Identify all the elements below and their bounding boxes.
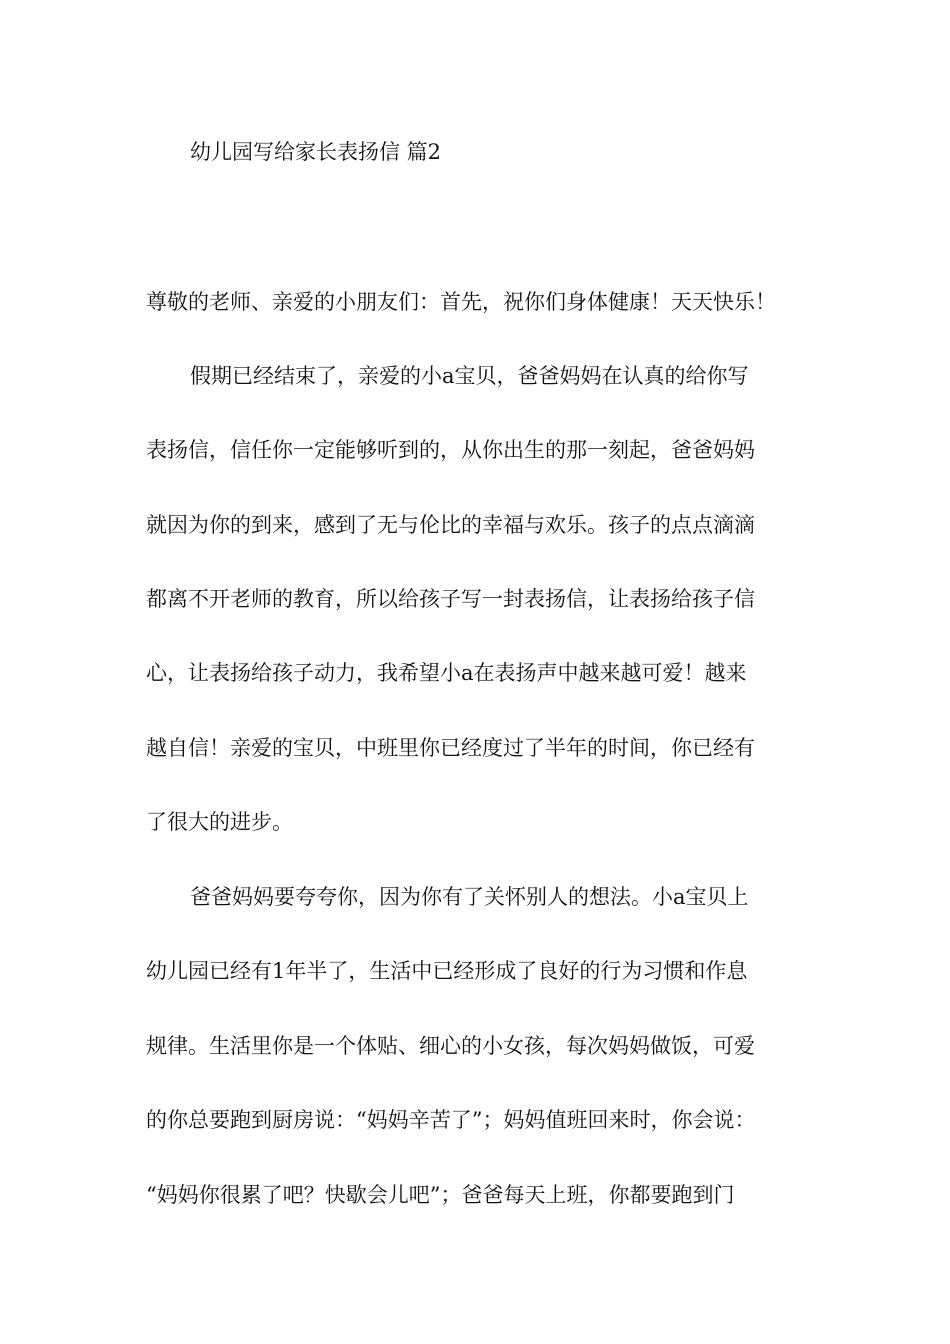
text-line: 心，让表扬给孩子动力，我希望小a在表扬声中越来越可爱！越来	[146, 661, 747, 685]
text-line: 表扬信，信任你一定能够听到的，从你出生的那一刻起，爸爸妈妈	[146, 438, 755, 462]
text-line: 幼儿园已经有1年半了，生活中已经形成了良好的行为习惯和作息	[146, 959, 748, 983]
text-line: 都离不开老师的教育，所以给孩子写一封表扬信，让表扬给孩子信	[146, 587, 755, 611]
text-line: “妈妈你很累了吧？快歇会儿吧”；爸爸每天上班，你都要跑到门	[146, 1183, 735, 1207]
text-line: 就因为你的到来，感到了无与伦比的幸福与欢乐。孩子的点点滴滴	[146, 513, 755, 537]
document-heading: 幼儿园写给家长表扬信 篇2	[190, 140, 442, 164]
text-line: 规律。生活里你是一个体贴、细心的小女孩，每次妈妈做饭，可爱	[146, 1034, 755, 1058]
text-line: 尊敬的老师、亲爱的小朋友们：首先，祝你们身体健康！天天快乐！	[146, 290, 776, 314]
text-line: 越自信！亲爱的宝贝，中班里你已经度过了半年的时间，你已经有	[146, 736, 755, 760]
text-line: 假期已经结束了，亲爱的小a宝贝，爸爸妈妈在认真的给你写	[190, 364, 749, 388]
text-line: 爸爸妈妈要夸夸你，因为你有了关怀别人的想法。小a宝贝上	[190, 885, 749, 909]
text-line: 了很大的进步。	[146, 810, 293, 834]
text-line: 的你总要跑到厨房说：“妈妈辛苦了”；妈妈值班回来时，你会说：	[146, 1108, 756, 1132]
